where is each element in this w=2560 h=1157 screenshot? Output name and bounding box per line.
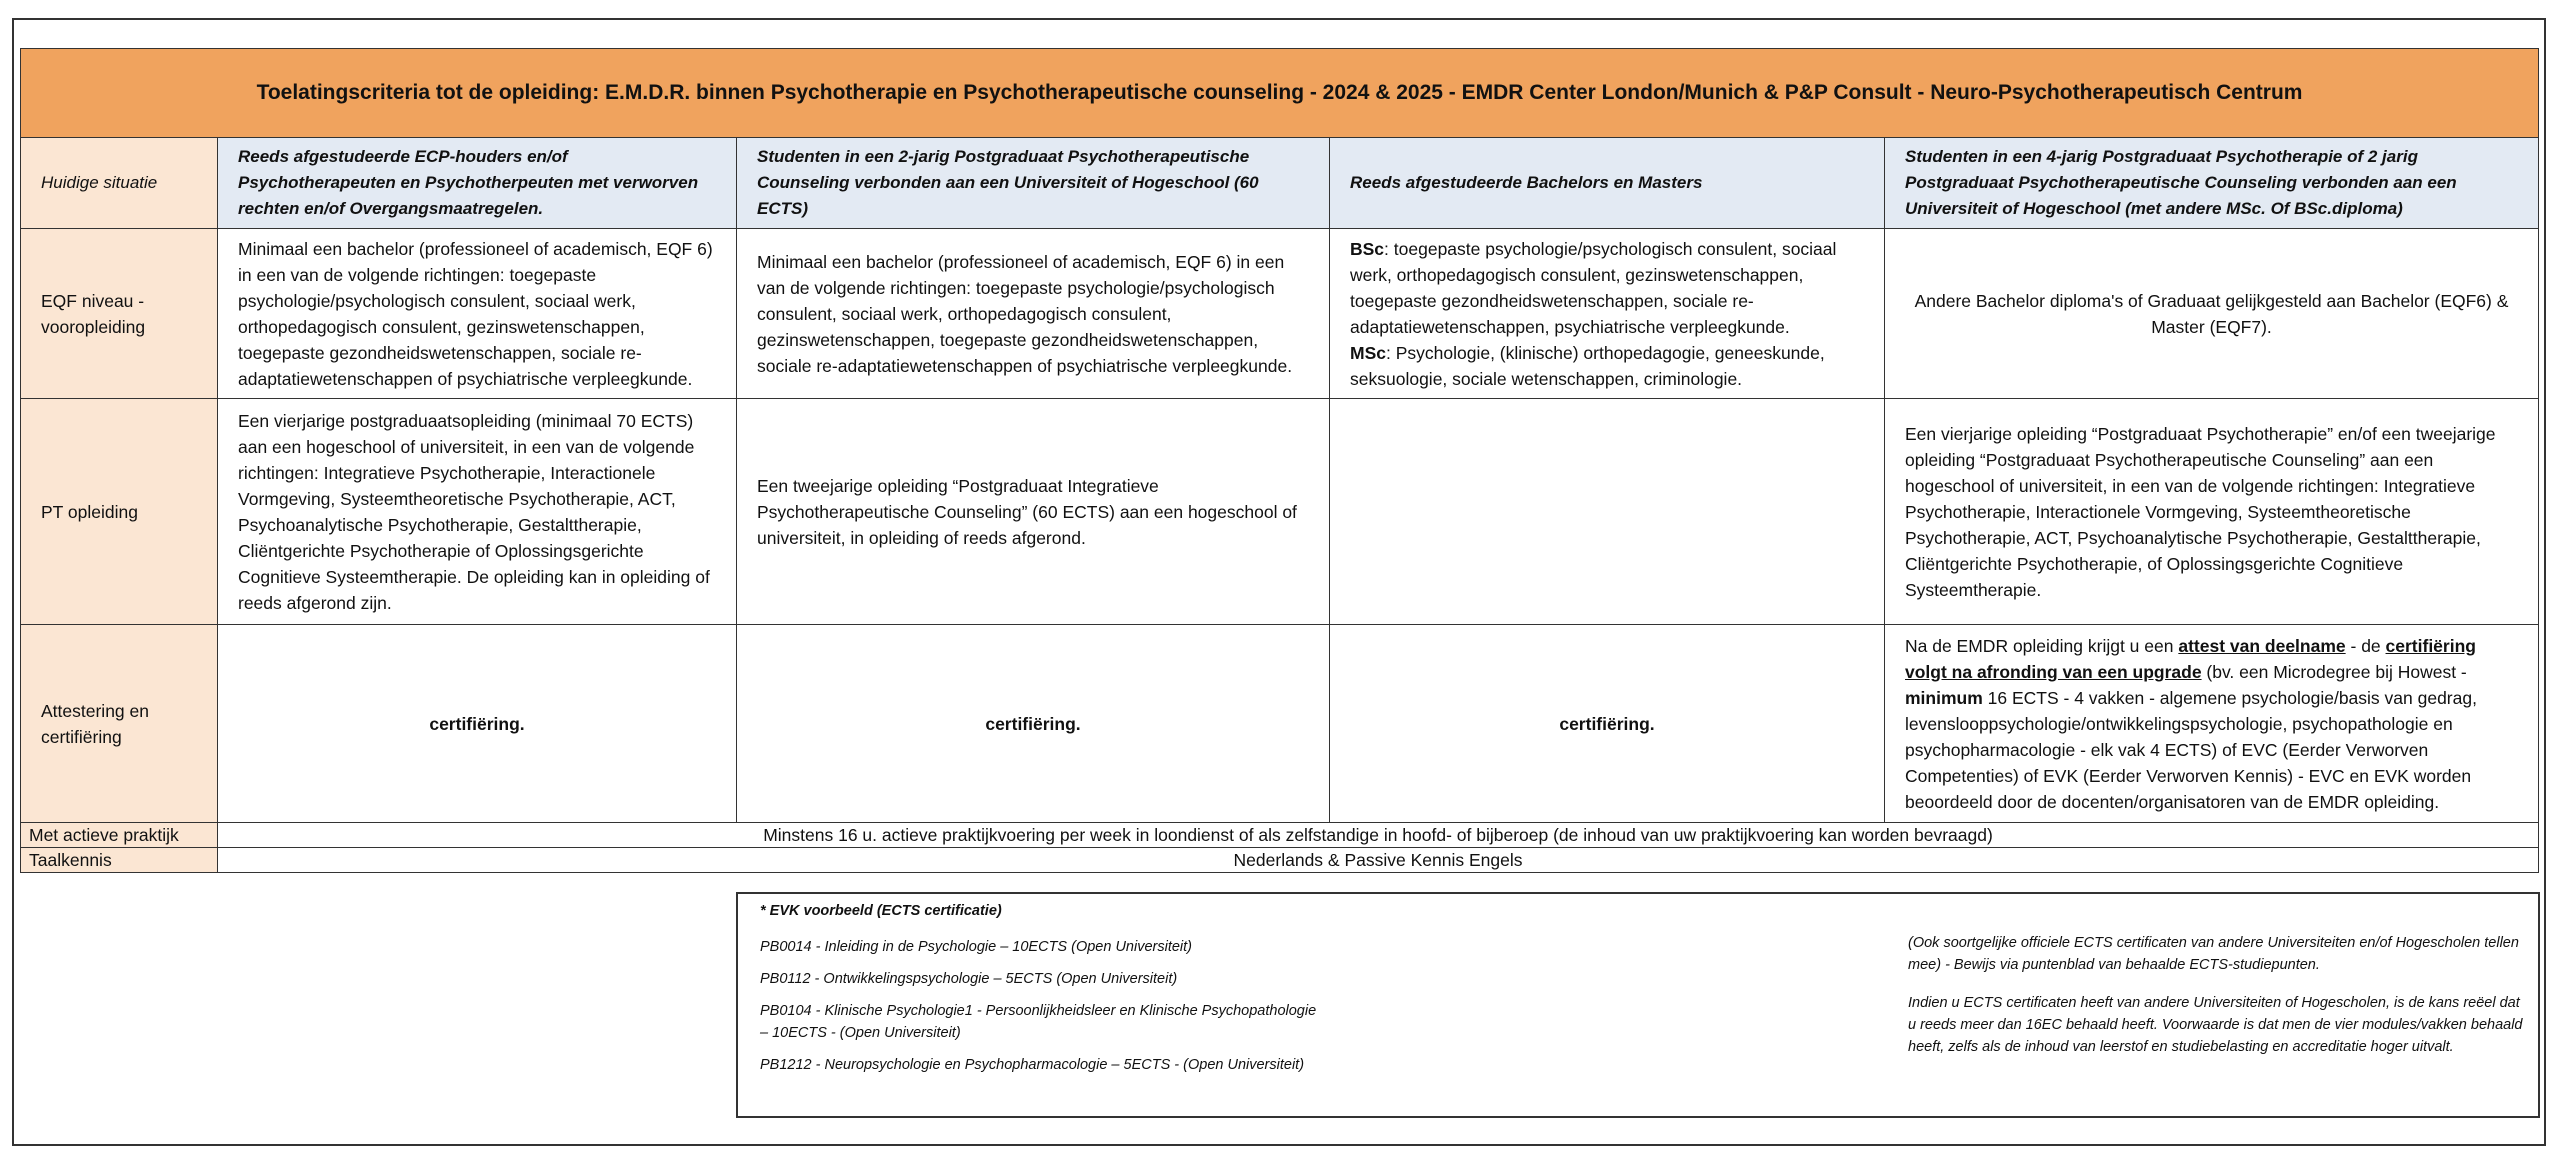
eqf-col2: Minimaal een bachelor (professioneel of academisch, EQF 6) in een van de volgende richtingen: toegepaste psychologie/psychologisch consulent, sociaal werk, orthopedagogisch consulent, gezinswetenschappen, toegepaste gezondheidswetenschappen, sociale re-adaptatiewetenschappen of psychiatrische verpleegkunde.: [737, 229, 1330, 399]
row-label-huidige-situatie: Huidige situatie: [21, 138, 218, 229]
pt-col4: Een vierjarige opleiding “Postgraduaat Psychotherapie” en/of een tweejarige opleiding “Postgraduaat Psychotherapeutische Counseling” aan een hogeschool of universiteit, in een van de volgende richtingen: Integratieve Psychotherapie, Interactionele Vormgeving, Systeemtheoretische Psychotherapie, ACT, Psychoanalytische Psychotherapie, Gestalttherapie, Cliëntgerichte Psychotherapie, of Oplossingsgerichte Cognitieve Systeemtherapie.: [1885, 399, 2539, 625]
row-label-praktijk: Met actieve praktijk: [21, 823, 218, 848]
eqf-col3: BSc: toegepaste psychologie/psychologisch consulent, sociaal werk, orthopedagogisch consulent, gezinswetenschappen, toegepaste gezondheidswetenschappen, sociale re-adaptatiewetenschappen, psychiatrische verpleegkunde. MSc: Psychologie, (klinische) orthopedagogie, geneeskunde, seksuologie, sociale wetenschappen, criminologie.: [1330, 229, 1885, 399]
evk-note: (Ook soortgelijke officiele ECTS certificaten van andere Universiteiten en/of Hogescholen tellen mee) - Bewijs via puntenblad van behaalde ECTS-studiepunten.: [1908, 935, 2519, 973]
header-col-bachelors-masters: Reeds afgestudeerde Bachelors en Masters: [1330, 138, 1885, 229]
row-label-eqf: EQF niveau - vooropleiding: [21, 229, 218, 399]
attest-col1: certifiëring.: [218, 625, 737, 823]
attest-col4: Na de EMDR opleiding krijgt u een attest van deelname - de certifiëring volgt na afronding van een upgrade (bv. een Microdegree bij Howest - minimum 16 ECTS - 4 vakken - algemene psychologie/basis van gedrag, levenslooppsychologie/ontwikkelingspsychologie, psychopathologie en psychopharmacologie - elk vak 4 ECTS) of EVC (Eerder Verworven Competenties) of EVK (Eerder Verworven Kennis) - EVC en EVK worden beoordeeld door de docenten/organisatoren van de EMDR opleiding.: [1885, 625, 2539, 823]
evk-note: Indien u ECTS certificaten heeft van andere Universiteiten of Hogescholen, is de kans reëel dat u reeds meer dan 16EC behaald heeft. Voorwaarde is dat men de vier modules/vakken behaald heeft, zelfs als de inhoud van leerstof en studiebelasting en accreditatie hoger uitvalt.: [1908, 995, 2523, 1055]
eqf-col4: Andere Bachelor diploma's of Graduaat gelijkgesteld aan Bachelor (EQF6) & Master (EQF7).: [1885, 229, 2539, 399]
header-col-postgraduaat-2jarig: Studenten in een 2-jarig Postgraduaat Psychotherapeutische Counseling verbonden aan een Universiteit of Hogeschool (60 ECTS): [737, 138, 1330, 229]
pt-col2: Een tweejarige opleiding “Postgraduaat Integratieve Psychotherapeutische Counseling” (60 ECTS) aan een hogeschool of universiteit, in opleiding of reeds afgerond.: [737, 399, 1330, 625]
attest-col3: certifiëring.: [1330, 625, 1885, 823]
row-label-taalkennis: Taalkennis: [21, 848, 218, 873]
table-title: Toelatingscriteria tot de opleiding: E.M.D.R. binnen Psychotherapie en Psychotherapeutische counseling - 2024 & 2025 - EMDR Center London/Munich & P&P Consult - Neuro-Psychotherapeutisch Centrum: [21, 49, 2539, 138]
evk-item: PB0112 - Ontwikkelingspsychologie – 5ECTS (Open Universiteit): [760, 971, 1178, 987]
evk-title: * EVK voorbeeld (ECTS certificatie): [760, 903, 1002, 919]
pt-col3: [1330, 399, 1885, 625]
header-col-postgraduaat-4jarig: Studenten in een 4-jarig Postgraduaat Psychotherapie of 2 jarig Postgraduaat Psychotherapeutische Counseling verbonden aan een Universiteit of Hogeschool (met andere MSc. Of BSc.diploma): [1885, 138, 2539, 229]
evk-notes: [1908, 932, 2528, 1074]
evk-item: PB0014 - Inleiding in de Psychologie – 10ECTS (Open Universiteit): [760, 939, 1193, 955]
eqf-col1: Minimaal een bachelor (professioneel of academisch, EQF 6) in een van de volgende richtingen: toegepaste psychologie/psychologisch consulent, sociaal werk, orthopedagogisch consulent, gezinswetenschappen, toegepaste gezondheidswetenschappen, sociale re-adaptatiewetenschappen of psychiatrische verpleegkunde.: [218, 229, 737, 399]
header-col-ecp-houders: Reeds afgestudeerde ECP-houders en/of Psychotherapeuten en Psychotherpeuten met verworven rechten en/of Overgangsmaatregelen.: [218, 138, 737, 229]
row-label-attestering: Attestering en certifiëring: [21, 625, 218, 823]
evk-item: PB1212 - Neuropsychologie en Psychopharmacologie – 5ECTS - (Open Universiteit): [760, 1057, 1305, 1073]
evk-course-list: [760, 900, 1320, 1086]
praktijk-text: Minstens 16 u. actieve praktijkvoering per week in loondienst of als zelfstandige in hoofd- of bijberoep (de inhoud van uw praktijkvoering kan worden bevraagd): [218, 823, 2539, 848]
pt-col1: Een vierjarige postgraduaatsopleiding (minimaal 70 ECTS) aan een hogeschool of universiteit, in een van de volgende richtingen: Integratieve Psychotherapie, Interactionele Vormgeving, Systeemtheoretische Psychotherapie, ACT, Psychoanalytische Psychotherapie, Gestalttherapie, Cliëntgerichte Psychotherapie of Oplossingsgerichte Cognitieve Systeemtherapie. De opleiding kan in opleiding of reeds afgerond zijn.: [218, 399, 737, 625]
evk-example-box: [736, 892, 2540, 1118]
row-label-pt-opleiding: PT opleiding: [21, 399, 218, 625]
admission-criteria-table: [20, 48, 2539, 873]
attest-col2: certifiëring.: [737, 625, 1330, 823]
evk-item: PB0104 - Klinische Psychologie1 - Persoonlijkheidsleer en Klinische Psychopathologie – 10ECTS - (Open Universiteit): [760, 1003, 1317, 1041]
taalkennis-text: Nederlands & Passive Kennis Engels: [218, 848, 2539, 873]
